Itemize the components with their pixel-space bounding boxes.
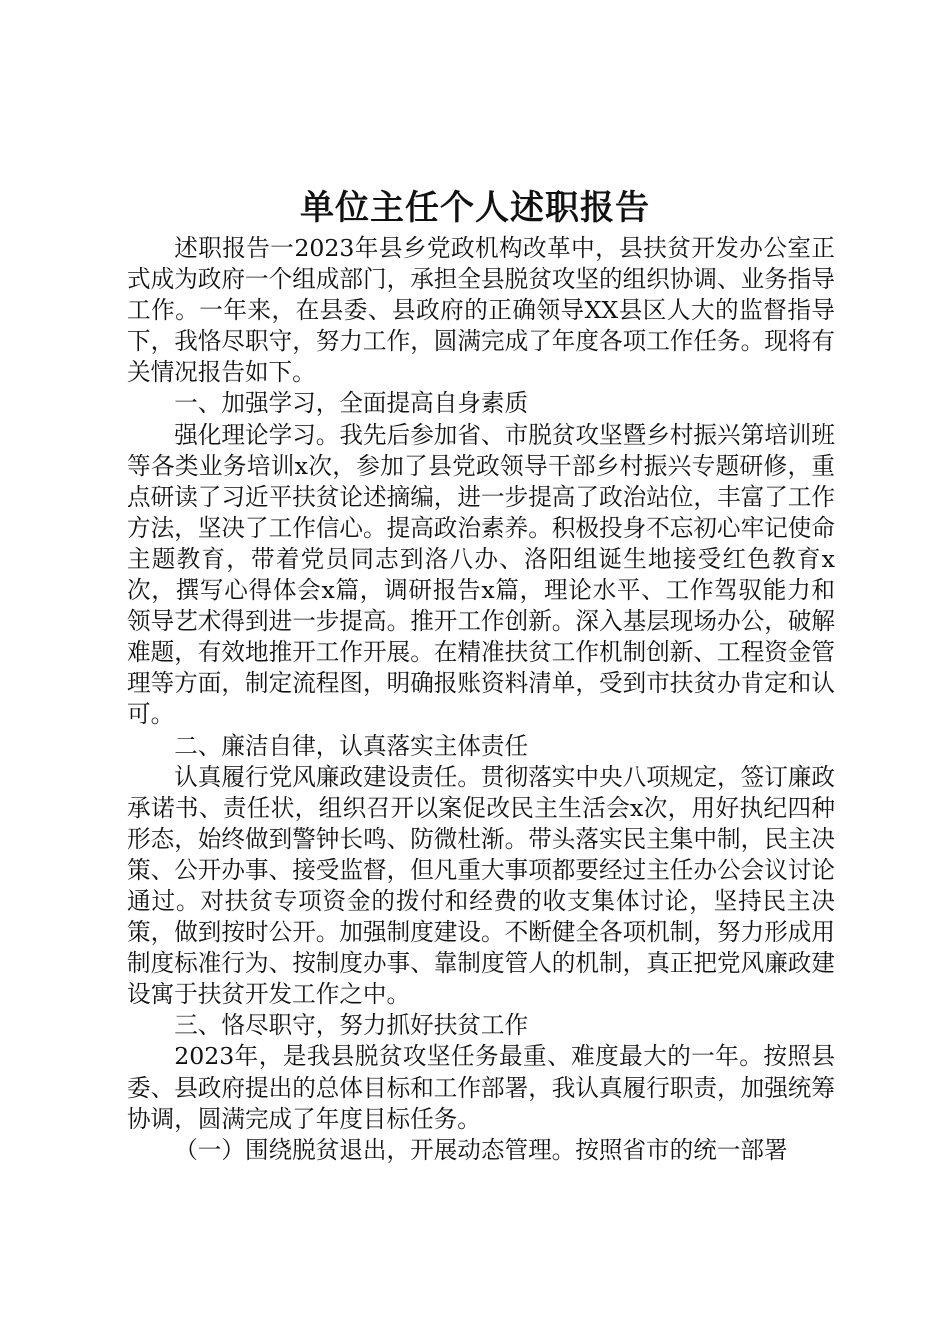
section-heading-1: 一、加强学习，全面提高自身素质 [174, 389, 529, 418]
document-body [127, 233, 835, 1166]
intro-paragraph: 述职报告一2023年县乡党政机构改革中，县扶贫开发办公室正式成为政府一个组成部门，承担全县脱贫攻坚的组织协调、业务指导工作。一年来，在县委、县政府的正确领导XX县区人大的监督指导下，我恪尽职守，努力工作，圆满完成了年度各项工作任务。现将有关情况报告如下。 [127, 234, 835, 387]
document-title: 单位主任个人述职报告 [300, 188, 650, 228]
section-3-paragraph: 2023年，是我县脱贫攻坚任务最重、难度最大的一年。按照县委、县政府提出的总体目标和工作部署，我认真履行职责，加强统筹协调，圆满完成了年度目标任务。 [127, 1042, 835, 1133]
subsection-1-paragraph: （一）围绕脱贫退出，开展动态管理。按照省市的统一部署 [174, 1135, 788, 1164]
section-heading-2: 二、廉洁自律，认真落实主体责任 [174, 731, 529, 760]
section-heading-3: 三、恪尽职守，努力抓好扶贫工作 [174, 1011, 529, 1040]
section-2-paragraph: 认真履行党风廉政建设责任。贯彻落实中央八项规定，签订廉政承诺书、责任状，组织召开以案促改民主生活会x次，用好执纪四种形态，始终做到警钟长鸣、防微杜渐。带头落实民主集中制，民主决策、公开办事、接受监督，但凡重大事项都要经过主任办公会议讨论通过。对扶贫专项资金的拨付和经费的收支集体讨论，坚持民主决策，做到按时公开。加强制度建设。不断健全各项机制，努力形成用制度标准行为、按制度办事、靠制度管人的机制，真正把党风廉政建设寓于扶贫开发工作之中。 [127, 762, 835, 1009]
section-1-paragraph: 强化理论学习。我先后参加省、市脱贫攻坚暨乡村振兴第培训班等各类业务培训x次，参加了县党政领导干部乡村振兴专题研修，重点研读了习近平扶贫论述摘编，进一步提高了政治站位，丰富了工作方法，坚决了工作信心。提高政治素养。积极投身不忘初心牢记使命主题教育，带着党员同志到洛八办、洛阳组诞生地接受红色教育x次，撰写心得体会x篇，调研报告x篇，理论水平、工作驾驭能力和领导艺术得到进一步提高。推开工作创新。深入基层现场办公，破解难题，有效地推开工作开展。在精准扶贫工作机制创新、工程资金管理等方面，制定流程图，明确报账资料清单，受到市扶贫办肯定和认可。 [127, 420, 835, 729]
